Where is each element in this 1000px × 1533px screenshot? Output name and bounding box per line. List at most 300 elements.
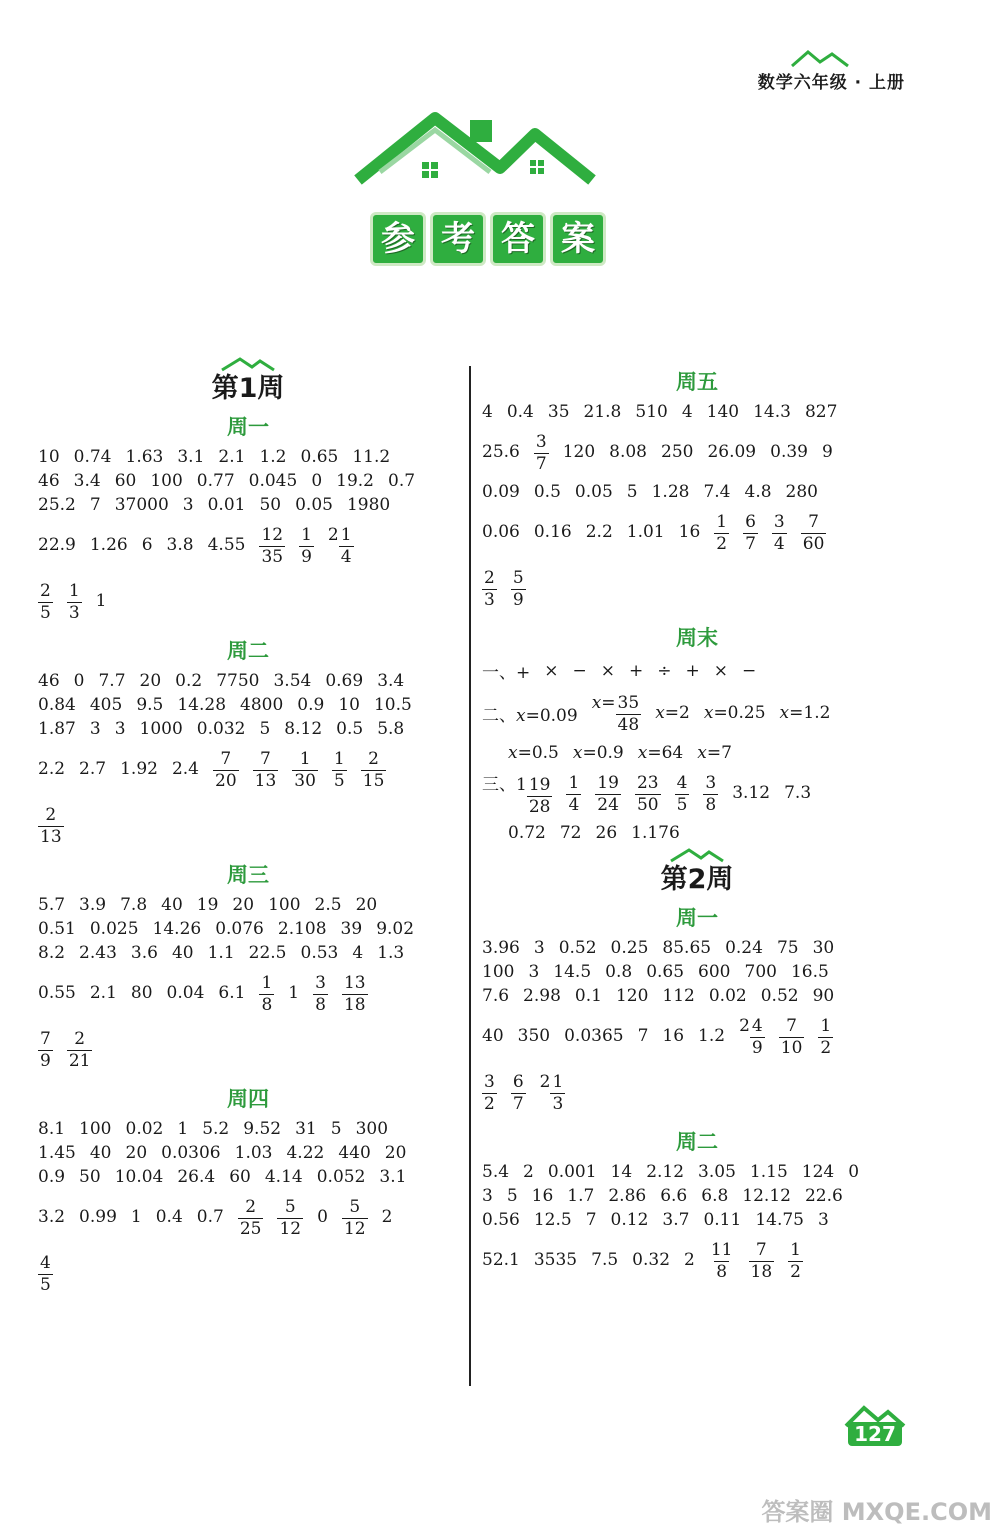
answer-item	[698, 1026, 725, 1046]
answer-item	[707, 442, 756, 462]
answer-value: 0.7	[196, 1207, 224, 1227]
banner-char: 答	[490, 212, 546, 266]
answer-item	[786, 482, 818, 502]
answer-item	[508, 823, 546, 843]
answer-item	[745, 482, 772, 502]
answer-value: 3	[89, 719, 101, 739]
answer-value: 0.052	[316, 1167, 366, 1187]
answer-value: 8.2	[38, 943, 66, 963]
answer-item	[197, 1207, 224, 1227]
answer-value: 0.9	[38, 1167, 66, 1187]
equation-rhs: =1.2	[789, 703, 831, 723]
answer-value: 6.1	[218, 983, 246, 1003]
answer-value: 0.02	[708, 986, 747, 1006]
answer-item	[347, 495, 390, 515]
item-prefix: 二、	[482, 705, 516, 726]
denominator: 50	[636, 794, 659, 815]
answer-value: 0.045	[248, 471, 298, 491]
answer-value: 0.52	[558, 938, 597, 958]
answer-item	[701, 1186, 728, 1206]
answer-item	[38, 1029, 53, 1070]
answer-value: 8.1	[38, 1119, 66, 1139]
answer-value: 22.9	[38, 535, 76, 555]
answer-item	[388, 471, 415, 491]
answer-value: 7.6	[482, 986, 510, 1006]
answer-value: 1	[288, 983, 300, 1003]
answer-item	[575, 482, 613, 502]
answer-item	[295, 495, 333, 515]
answer-value: 2	[381, 1207, 393, 1227]
answer-value: 4	[681, 402, 693, 422]
answer-item	[507, 402, 534, 422]
variable: x	[516, 705, 526, 726]
numerator: 1	[790, 1239, 801, 1260]
answer-item	[79, 1119, 111, 1139]
answer-item	[259, 973, 274, 1014]
answer-value: 60	[229, 1167, 251, 1187]
answer-value: 700	[744, 962, 777, 982]
answer-value: −	[742, 660, 757, 681]
whole-part: 2	[539, 1071, 551, 1092]
answer-item	[208, 943, 235, 963]
answer-item	[115, 471, 137, 491]
denominator: 20	[215, 770, 237, 791]
denominator: 8	[261, 994, 273, 1015]
day-title: 周一	[676, 906, 718, 930]
whole-part: 2	[739, 1015, 750, 1036]
answer-item	[482, 986, 509, 1006]
answer-item	[288, 983, 299, 1003]
fraction	[750, 1015, 765, 1058]
answer-value: 0.16	[533, 522, 572, 542]
numerator: 2	[45, 804, 57, 825]
denominator: 2	[790, 1261, 801, 1282]
numerator: 1	[716, 511, 728, 532]
answer-item	[352, 447, 390, 467]
answer-value: 6	[141, 535, 153, 555]
answer-item	[698, 962, 730, 982]
answer-value: 7	[585, 1210, 597, 1230]
answer-item	[482, 770, 552, 816]
answer-item	[38, 671, 60, 691]
fraction	[703, 772, 718, 815]
answer-value: 19	[196, 895, 219, 915]
answer-item	[259, 447, 286, 467]
answer-item	[325, 671, 363, 691]
numerator: 1	[820, 1015, 832, 1036]
answer-value: 21.8	[583, 402, 622, 422]
answer-value: 3	[817, 1210, 829, 1230]
answer-value: 9.5	[136, 695, 164, 715]
numerator: 4	[40, 1252, 51, 1273]
answer-item	[675, 773, 690, 814]
answer-value: 3.1	[379, 1167, 407, 1187]
answer-item	[709, 1240, 735, 1281]
answer-value: 20	[125, 1143, 148, 1163]
answer-item	[243, 1119, 281, 1139]
denominator: 4	[568, 794, 580, 815]
answer-value: 3	[482, 1186, 493, 1206]
answer-value: 0.65	[646, 962, 685, 982]
answer-row	[38, 1021, 458, 1077]
answer-value: 4800	[240, 695, 284, 715]
whole-part: 2	[327, 524, 339, 545]
answer-item	[742, 1186, 791, 1206]
answer-item	[301, 447, 339, 467]
numerator: 3	[773, 511, 785, 532]
answer-value: 0.11	[703, 1210, 742, 1230]
answer-value: 2.2	[38, 759, 66, 779]
answer-value: 0.77	[196, 471, 235, 491]
answer-item	[725, 938, 763, 958]
answer-value: 0.56	[482, 1210, 520, 1230]
day-title: 周四	[227, 1087, 269, 1111]
answer-row	[38, 717, 458, 741]
answer-value: 2.98	[523, 986, 561, 1006]
answer-item	[342, 973, 368, 1014]
answer-item	[67, 1029, 93, 1070]
answer-value: 4.8	[744, 482, 772, 502]
answer-item	[377, 719, 404, 739]
numerator: 1	[299, 748, 311, 769]
answer-value: 14	[610, 1162, 633, 1182]
answer-item	[508, 743, 559, 763]
denominator: 3	[68, 602, 80, 623]
numerator: 11	[710, 1239, 733, 1260]
fraction	[772, 511, 787, 554]
answer-item	[698, 1162, 736, 1182]
denominator: 2	[820, 1037, 832, 1058]
answer-item	[553, 962, 591, 982]
answer-item	[336, 719, 363, 739]
answer-value: 39	[340, 919, 363, 939]
answer-item	[772, 512, 787, 553]
answer-value: 20	[355, 895, 378, 915]
answer-item	[627, 482, 638, 502]
answer-value: 7.5	[591, 1250, 619, 1270]
day-title: 周一	[227, 415, 269, 439]
answer-value: 14.75	[755, 1210, 804, 1230]
answer-item	[197, 719, 246, 739]
answer-value: 1.2	[259, 447, 287, 467]
week-title	[38, 366, 458, 405]
answer-value: 16	[531, 1186, 554, 1206]
answer-item	[38, 1207, 65, 1227]
answer-item	[660, 1186, 687, 1206]
answer-value: 1.2	[698, 1026, 726, 1046]
answer-item	[356, 895, 378, 915]
answer-item	[286, 1143, 324, 1163]
denominator: 3	[484, 589, 495, 610]
answer-value: 31	[295, 1119, 317, 1139]
answer-item	[218, 447, 245, 467]
answer-item	[482, 1026, 504, 1046]
answer-item	[216, 671, 259, 691]
answer-value: 72	[559, 823, 582, 843]
answer-item	[229, 1167, 251, 1187]
answer-item	[684, 1250, 695, 1270]
answer-item	[805, 402, 837, 422]
equation-rhs: =7	[706, 743, 732, 763]
answer-value: 0.4	[506, 402, 534, 422]
answer-item	[317, 1167, 366, 1187]
answer-value: 405	[89, 695, 123, 715]
answer-row	[482, 741, 912, 765]
answer-value: 40	[89, 1143, 112, 1163]
answer-value: 9.52	[243, 1119, 282, 1139]
fraction	[213, 748, 239, 791]
fraction	[534, 431, 549, 474]
answer-value: 26	[595, 823, 618, 843]
numerator: 12	[261, 524, 284, 545]
answer-item	[777, 938, 799, 958]
numerator: 7	[755, 1239, 767, 1260]
answer-row	[482, 821, 912, 845]
answer-value: 100	[79, 1119, 112, 1139]
answer-value: 7.8	[120, 895, 148, 915]
answer-value: 0	[73, 671, 85, 691]
answer-item	[38, 983, 76, 1003]
answer-value: 120	[562, 442, 596, 462]
numerator: 1	[333, 748, 345, 769]
answer-value: 一、+	[482, 663, 531, 683]
answer-item	[338, 695, 360, 715]
answer-value: 2.5	[314, 895, 342, 915]
answer-item	[743, 512, 758, 553]
answer-value: 1.92	[120, 759, 158, 779]
answer-item	[596, 823, 618, 843]
answer-value: 0.025	[89, 919, 139, 939]
numerator: 3	[484, 1071, 495, 1092]
answer-row	[38, 573, 458, 629]
answer-value: 8.08	[609, 442, 647, 462]
answer-item	[818, 1210, 829, 1230]
answer-item	[142, 535, 153, 555]
answer-value: 85.65	[662, 938, 712, 958]
answer-item	[482, 402, 493, 422]
answer-row	[38, 493, 458, 517]
answer-item	[482, 938, 520, 958]
answer-value: 4.55	[207, 535, 246, 555]
answer-item	[801, 512, 827, 553]
numerator: 1	[301, 524, 312, 545]
answer-value: 2.108	[277, 919, 327, 939]
answer-item	[704, 703, 766, 723]
answer-value: 26.09	[707, 442, 757, 462]
answer-item	[385, 1143, 407, 1163]
answer-value: 1.63	[125, 447, 164, 467]
answer-value: 300	[355, 1119, 389, 1139]
denominator: 28	[528, 797, 551, 817]
fraction	[342, 972, 368, 1015]
numerator: 2	[368, 748, 379, 769]
answer-row	[482, 936, 912, 960]
answer-item	[90, 983, 117, 1003]
answer-item	[376, 919, 414, 939]
denominator: 60	[802, 533, 825, 554]
answer-value: ×	[713, 660, 728, 681]
answer-item	[161, 895, 183, 915]
answer-value: 0.74	[73, 447, 112, 467]
answer-item	[301, 943, 339, 963]
answer-value: 35	[547, 402, 570, 422]
answer-item	[848, 1162, 859, 1182]
answer-row	[482, 504, 912, 560]
answer-item	[79, 895, 106, 915]
answer-value: 7750	[216, 671, 260, 691]
answer-value: 4.14	[264, 1167, 303, 1187]
answer-value: 5	[259, 719, 271, 739]
answer-value: 1	[95, 591, 107, 611]
fraction	[292, 748, 318, 791]
answer-item	[126, 1119, 164, 1139]
answer-item	[661, 442, 693, 462]
equation-rhs: =0.09	[525, 705, 578, 726]
answer-value: 3.4	[377, 671, 405, 691]
answer-item	[770, 442, 808, 462]
answer-value: 0.84	[38, 695, 76, 715]
answer-item	[560, 823, 582, 843]
answer-item	[784, 783, 811, 803]
answer-item	[120, 759, 158, 779]
answer-item	[586, 1210, 597, 1230]
answer-value: 7.4	[703, 482, 731, 502]
answer-row	[482, 765, 912, 821]
denominator: 2	[484, 1093, 495, 1114]
answer-item	[482, 1250, 520, 1270]
answer-item	[317, 1207, 328, 1227]
answer-item	[131, 1207, 142, 1227]
day-title: 周五	[676, 370, 718, 394]
answer-value: 0.32	[632, 1250, 671, 1270]
answer-item	[548, 402, 570, 422]
answer-value: 12.5	[533, 1210, 572, 1230]
answer-row	[482, 1232, 912, 1288]
numerator: 3	[315, 972, 326, 993]
answer-item	[679, 522, 701, 542]
answer-value: +	[629, 660, 644, 681]
answer-row	[38, 1245, 458, 1301]
equation-rhs: =64	[647, 743, 684, 763]
answer-item	[235, 1143, 273, 1163]
denominator: 9	[301, 546, 312, 567]
answer-item	[559, 938, 597, 958]
answer-item	[131, 943, 158, 963]
answer-value: 3.7	[662, 1210, 690, 1230]
house-roof-icon	[218, 356, 278, 372]
answer-item	[586, 522, 613, 542]
answer-item	[38, 695, 76, 715]
answer-item	[732, 783, 770, 803]
answer-item	[208, 495, 246, 515]
answer-value: 3.1	[177, 447, 205, 467]
day-title: 周二	[227, 639, 269, 663]
answer-item	[215, 919, 264, 939]
answer-item	[315, 895, 342, 915]
variable: x	[508, 743, 518, 763]
answer-value: 46	[38, 471, 60, 491]
answer-value: 1.15	[749, 1162, 788, 1182]
variable: x	[572, 743, 583, 763]
answer-value: 100	[150, 471, 183, 491]
denominator: 7	[535, 453, 547, 474]
answer-value: 3.6	[130, 943, 158, 963]
answer-item	[563, 442, 595, 462]
answer-item	[780, 703, 831, 723]
answer-item	[331, 1119, 342, 1139]
answer-value: 124	[801, 1162, 835, 1182]
answer-item	[259, 495, 281, 515]
answer-value: 10	[38, 447, 60, 467]
answer-value: 2.12	[646, 1162, 685, 1182]
answer-item	[38, 1119, 65, 1139]
answer-value: 0	[311, 471, 323, 491]
fraction	[635, 772, 661, 815]
answer-value: 5.2	[202, 1119, 230, 1139]
numerator: 1	[568, 772, 580, 793]
answer-item	[238, 1197, 264, 1238]
fraction	[259, 524, 285, 567]
answer-item	[295, 1119, 317, 1139]
answer-item	[299, 525, 314, 566]
answer-item	[635, 773, 661, 814]
answer-value: 5	[506, 1186, 518, 1206]
numerator: 19	[597, 772, 619, 793]
answer-value: 5	[626, 482, 638, 502]
answer-item	[126, 447, 164, 467]
answer-item	[638, 1026, 649, 1046]
answer-value: 2.7	[79, 759, 107, 779]
answer-item	[802, 1162, 834, 1182]
answer-item	[90, 535, 128, 555]
answer-item	[336, 471, 374, 491]
answer-item	[249, 943, 287, 963]
answer-value: 4.22	[286, 1143, 325, 1163]
answer-value: 0.4	[155, 1207, 183, 1227]
denominator: 10	[780, 1037, 803, 1058]
numerator: 7	[40, 1028, 51, 1049]
answer-value: 5.4	[482, 1162, 510, 1182]
answer-item	[67, 581, 82, 622]
answer-value: 3535	[533, 1250, 578, 1270]
book-title: 数学六年级 · 上册	[757, 73, 905, 93]
answer-item	[161, 1143, 220, 1163]
answer-item	[90, 919, 139, 939]
answer-value: 14.28	[177, 695, 227, 715]
answer-value: 0	[317, 1207, 328, 1227]
answer-value: 3	[533, 938, 545, 958]
answer-value: 75	[776, 938, 799, 958]
answer-row	[482, 685, 912, 741]
answer-value: 0.2	[175, 671, 203, 691]
answer-value: 2.4	[171, 759, 199, 779]
answer-item	[120, 895, 147, 915]
answer-value: 52.1	[482, 1250, 520, 1270]
answer-row	[482, 400, 912, 424]
answer-item	[90, 719, 101, 739]
answer-value: 3	[528, 962, 540, 982]
numerator: 4	[676, 772, 688, 793]
answer-value: 0.01	[207, 495, 246, 515]
answer-value: 510	[635, 402, 668, 422]
answer-value: 0.8	[605, 962, 633, 982]
answer-item	[90, 495, 101, 515]
fraction	[818, 1015, 833, 1058]
answer-value: 1.26	[89, 535, 128, 555]
variable: x	[779, 703, 790, 723]
numerator: 1	[340, 524, 352, 545]
answer-value: 100	[268, 895, 301, 915]
